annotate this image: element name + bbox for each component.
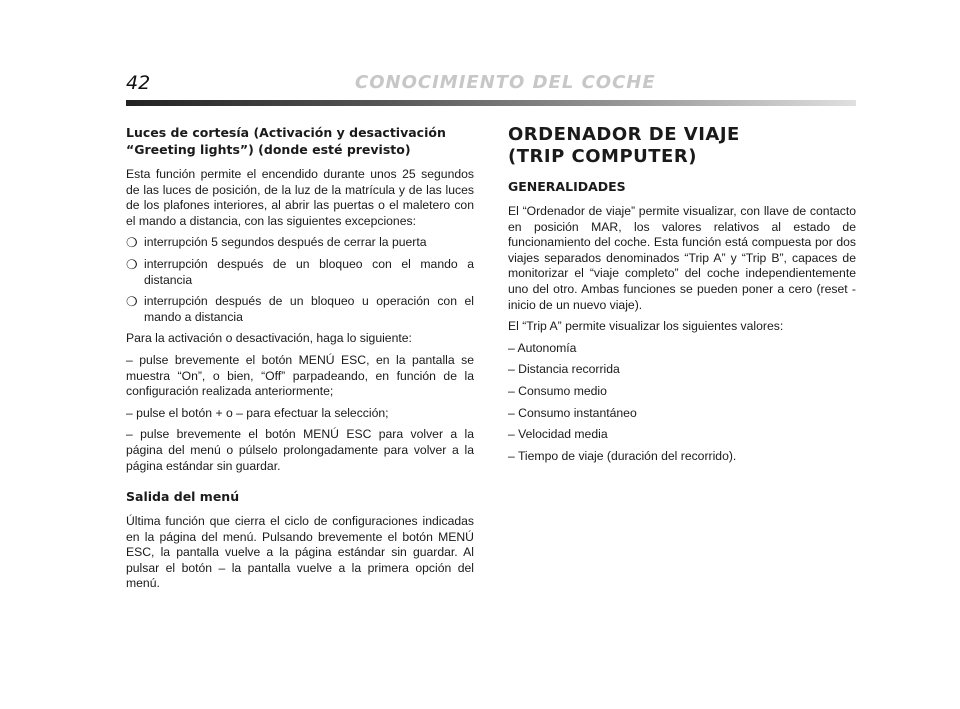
list-item — [126, 294, 474, 331]
step-3: – pulse brevemente el botón MENÚ ESC para volver a la página del menú o púlselo prolongadamente para volver a la página estándar sin guardar. — [126, 427, 474, 473]
intro-paragraph: Esta función permite el encendido durante unos 25 segundos de las luces de posición, de la luz de la matrícula y de las luces de los plafones interiores, al abrir las puertas o el maletero con el mando a distancia, con las siguientes excepciones: — [126, 167, 474, 228]
right-column — [508, 124, 856, 470]
bullet-text: interrupción 5 segundos después de cerrar la puerta — [144, 235, 427, 250]
greeting-lights-heading-line1: Luces de cortesía (Activación y desactivación — [126, 125, 446, 140]
step-1: – pulse brevemente el botón MENÚ ESC, en la pantalla se muestra “On”, o bien, “Off” parpadeando, en función de la configuración realizada anteriormente; — [126, 352, 474, 399]
list-item — [126, 235, 474, 257]
greeting-lights-heading-line2: “Greeting lights”) (donde esté previsto) — [126, 142, 411, 157]
circle-bullet-icon: ❍ — [126, 294, 138, 310]
list-item — [126, 257, 474, 294]
list-item: – Consumo medio — [508, 383, 607, 398]
list-item: – Autonomía — [508, 340, 577, 355]
page-number: 42 — [126, 72, 151, 94]
left-column — [126, 124, 474, 598]
exit-menu-heading: Salida del menú — [126, 489, 240, 505]
trip-computer-title-line1: ORDENADOR DE VIAJE — [508, 124, 740, 145]
exit-menu-paragraph: Última función que cierra el ciclo de configuraciones indicadas en la página del menú. Pulsando brevemente el botón MENÚ ESC, la pantalla vuelve a la página estándar sin guardar. Al pulsar el botón – la pantalla vuelve a la primera opción del menú. — [126, 514, 474, 591]
trip-computer-heading — [508, 124, 856, 168]
greeting-lights-heading — [126, 124, 474, 158]
list-item: – Tiempo de viaje (duración del recorrido). — [508, 448, 737, 463]
bullet-text: interrupción después de un bloqueo u operación con el mando a distancia — [144, 294, 474, 324]
header-rule — [126, 100, 856, 106]
list-item: – Velocidad media — [508, 427, 608, 442]
circle-bullet-icon: ❍ — [126, 256, 138, 272]
general-heading: GENERALIDADES — [508, 179, 626, 194]
trip-intro-paragraph: El “Ordenador de viaje” permite visualizar, con llave de contacto en posición MAR, los valores relativos al estado de funcionamiento del coche. Esta función está compuesta por dos viajes separados denominados “Trip A” y “Trip B”, capaces de monitorizar el “viaje completo” del coche independientemente uno del otro. Ambas funciones se pueden poner a cero (reset - inicio de un nuevo viaje). — [508, 204, 856, 312]
bullet-text: interrupción después de un bloqueo con el mando a distancia — [144, 256, 474, 287]
circle-bullet-icon: ❍ — [126, 235, 138, 251]
list-item: – Consumo instantáneo — [508, 405, 637, 420]
activation-paragraph: Para la activación o desactivación, haga lo siguiente: — [126, 331, 412, 346]
step-2: – pulse el botón + o – para efectuar la selección; — [126, 405, 389, 420]
list-item: – Distancia recorrida — [508, 362, 620, 377]
trip-computer-title-line2: (TRIP COMPUTER) — [508, 146, 697, 167]
trip-a-paragraph: El “Trip A” permite visualizar los siguientes valores: — [508, 319, 784, 334]
section-title: CONOCIMIENTO DEL COCHE — [355, 72, 656, 93]
page-header — [126, 70, 856, 110]
